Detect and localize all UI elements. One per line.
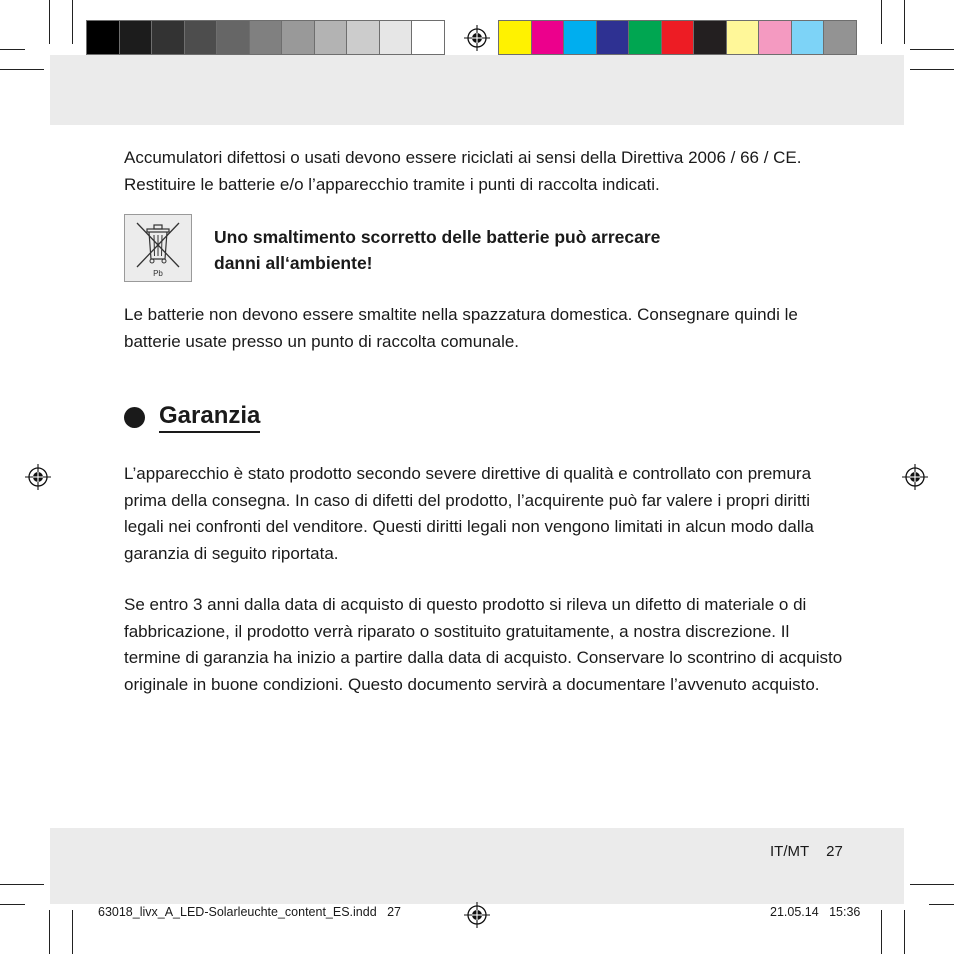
trim-mark <box>881 0 882 44</box>
trim-mark <box>72 0 73 44</box>
color-swatch <box>119 20 153 55</box>
color-swatch <box>791 20 825 55</box>
bullet-icon <box>124 407 145 428</box>
color-swatch <box>216 20 250 55</box>
registration-mark-icon <box>902 464 928 490</box>
section-heading <box>124 401 260 433</box>
color-swatch <box>379 20 413 55</box>
color-swatch <box>531 20 565 55</box>
crossed-bin-icon <box>124 214 192 282</box>
trim-mark <box>929 904 954 905</box>
environment-warning: Uno smaltimento scorretto delle batterie può arrecare danni all‘ambiente! <box>214 227 661 273</box>
trim-mark <box>904 910 905 954</box>
trim-mark <box>0 49 25 50</box>
heading-title: Garanzia <box>159 401 260 433</box>
header-band <box>50 55 904 125</box>
trim-mark <box>49 0 50 44</box>
color-swatch <box>314 20 348 55</box>
color-swatch <box>184 20 218 55</box>
disposal-paragraph: Le batterie non devono essere smaltite nella spazzatura domestica. Consegnare quindi le batterie usate presso un punto di raccolta comunale. <box>124 305 798 351</box>
color-swatch <box>661 20 695 55</box>
color-swatch <box>726 20 760 55</box>
trim-mark <box>0 69 44 70</box>
color-swatch <box>498 20 532 55</box>
registration-mark-icon <box>25 464 51 490</box>
file-info: 63018_livx_A_LED-Solarleuchte_content_ES.indd 27 <box>98 905 401 919</box>
footer-band <box>50 828 904 904</box>
trim-mark <box>72 910 73 954</box>
trim-mark <box>881 910 882 954</box>
page-number: 27 <box>826 843 843 860</box>
page-number-block <box>770 843 843 860</box>
registration-mark-icon <box>464 25 490 51</box>
trim-mark <box>49 910 50 954</box>
color-swatch <box>411 20 445 55</box>
color-swatch <box>693 20 727 55</box>
color-swatch <box>281 20 315 55</box>
color-swatch <box>249 20 283 55</box>
color-swatch <box>151 20 185 55</box>
color-swatch-bar <box>498 20 856 55</box>
color-swatch <box>758 20 792 55</box>
color-swatch <box>596 20 630 55</box>
recycling-paragraph: Accumulatori difettosi o usati devono essere riciclati ai sensi della Direttiva 2006 / 66 / CE. Restituire le batterie e/o l’apparecchio tramite i punti di raccolta indicati. <box>124 148 802 194</box>
warranty-paragraph-1: L’apparecchio è stato prodotto secondo severe direttive di qualità e controllato con premura prima della consegna. In caso di difetti del prodotto, l’acquirente può far valere i propri diritti legali nei confronti del venditore. Questi diritti legali non vengono limitati in alcun modo dalla garanzia di seguito riportata. <box>124 464 814 563</box>
color-swatch <box>86 20 120 55</box>
trim-mark <box>910 884 954 885</box>
registration-mark-icon <box>464 902 490 928</box>
color-swatch <box>563 20 597 55</box>
trim-mark <box>910 49 954 50</box>
trim-mark <box>0 904 25 905</box>
warranty-paragraph-2: Se entro 3 anni dalla data di acquisto di questo prodotto si rileva un difetto di materiale o di fabbricazione, il prodotto verrà riparato o sostituito gratuitamente, a nostra discrezione. Il termine di garanzia ha inizio a partire dalla data di acquisto. Conservare lo scontrino di acquisto originale in buone condizioni. Questo documento servirà a documentare l’avvenuto acquisto. <box>124 595 843 694</box>
color-swatch <box>628 20 662 55</box>
trim-mark <box>0 884 44 885</box>
trim-mark <box>910 69 954 70</box>
battery-icon-label: Pb <box>153 269 163 278</box>
color-swatch <box>823 20 857 55</box>
language-code: IT/MT <box>770 843 810 860</box>
date-time: 21.05.14 15:36 <box>770 905 861 919</box>
color-swatch <box>346 20 380 55</box>
trim-mark <box>904 0 905 44</box>
grayscale-bar <box>86 20 444 55</box>
